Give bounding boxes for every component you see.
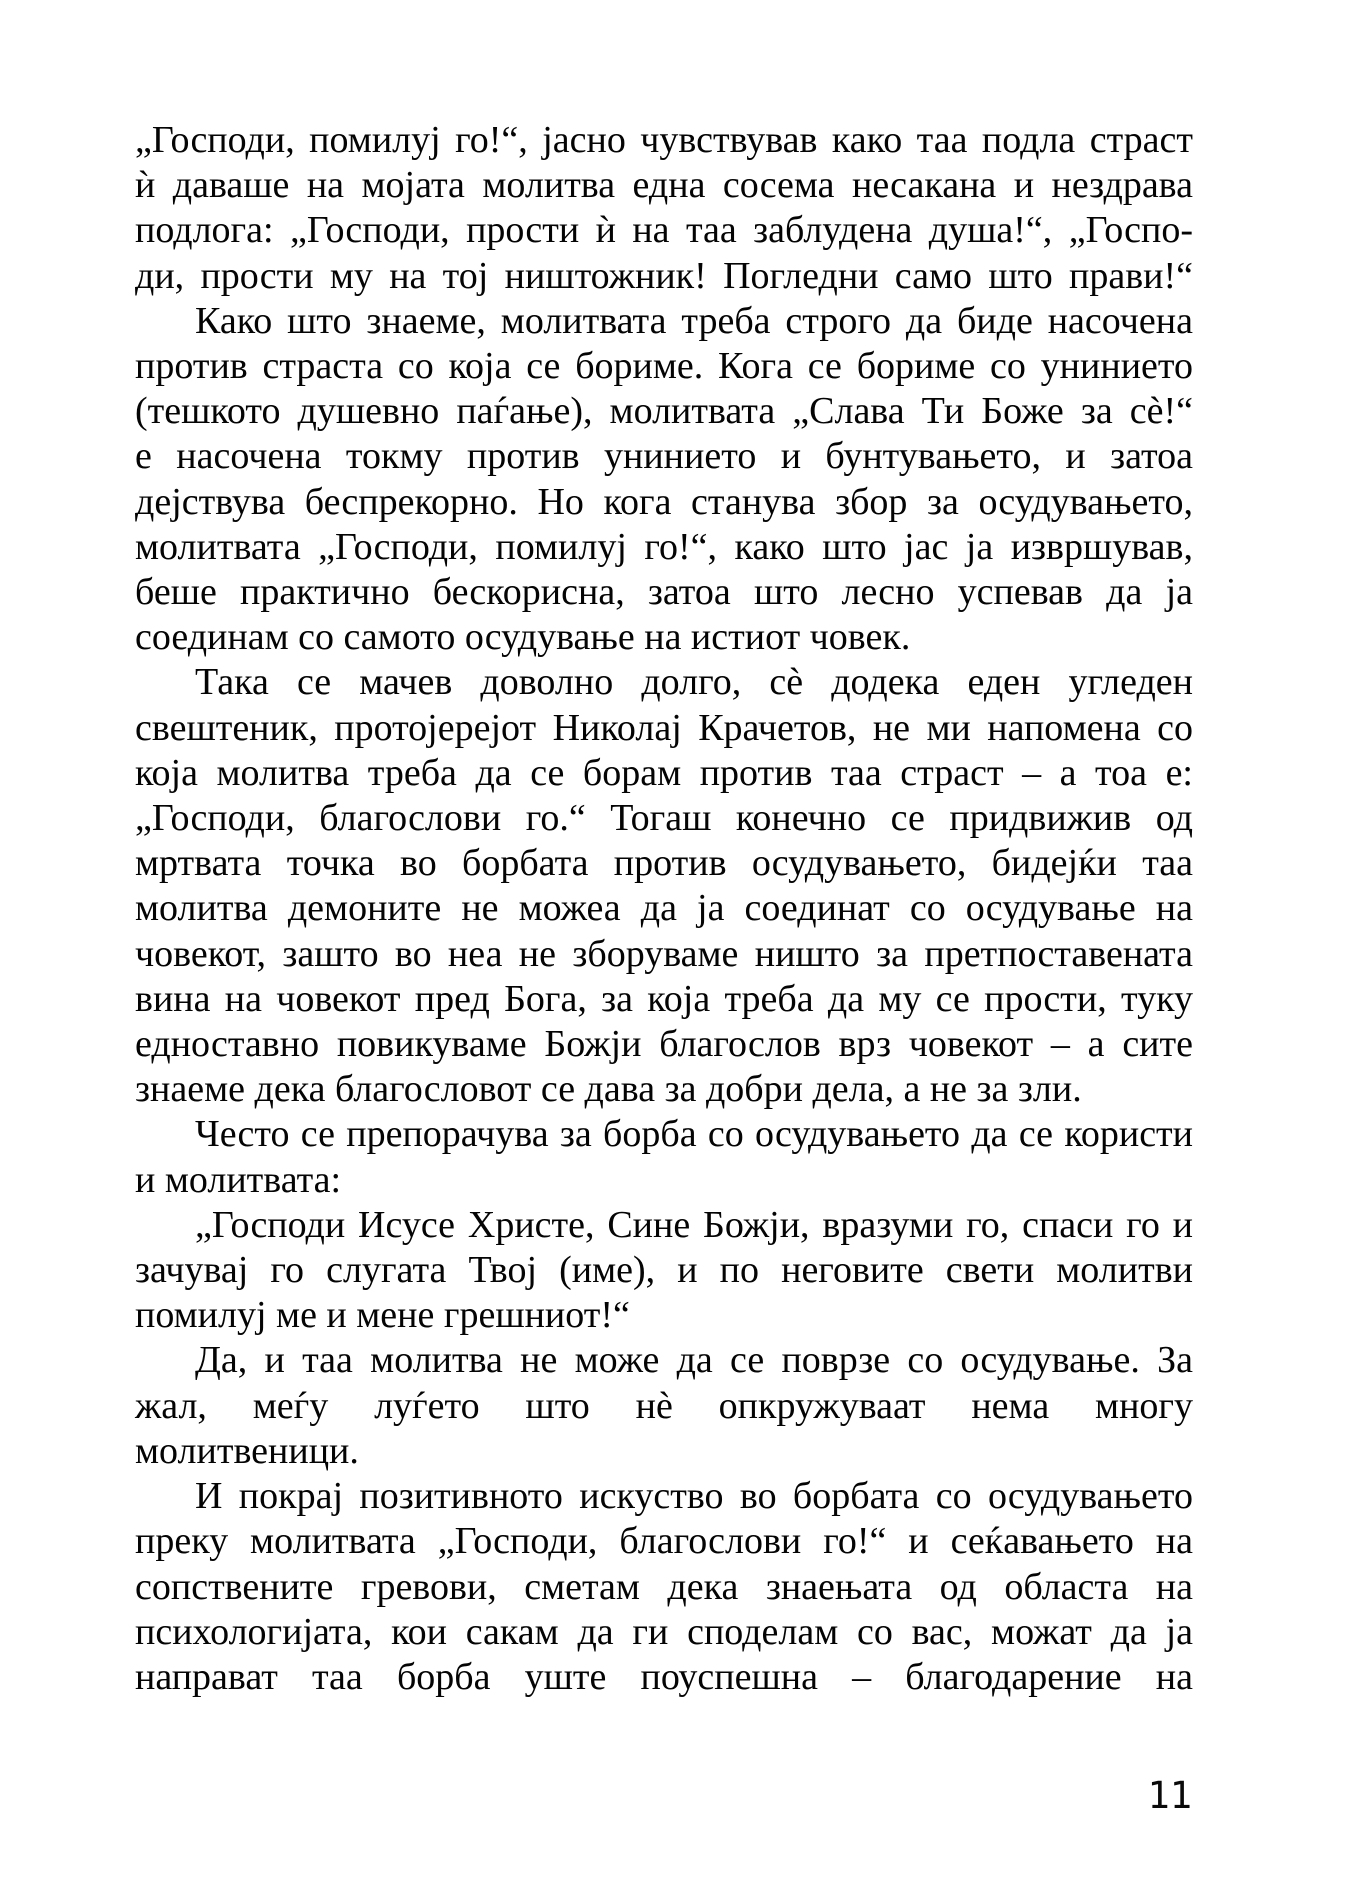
text-line: психологијата, кои сакам да ги споделам со вас, можат да ја	[135, 1610, 1193, 1653]
text-line: молитва демоните не можеа да ја соединат со осудување на	[135, 887, 1193, 930]
text-line: Често се препорачува за борба со осудувањето да се користи	[195, 1113, 1193, 1156]
text-line: е насочена токму против унинието и бунтувањето, и затоа	[135, 435, 1193, 478]
text-line: зачувај го слугата Твој (име), и по неговите свети молитви	[135, 1249, 1193, 1292]
text-line: молитвата „Господи, помилуј го!“, како што јас ја извршував,	[135, 525, 1193, 568]
text-line: свештеник, протојерејот Николај Крачетов, не ми напомена со	[135, 706, 1193, 749]
page-number: 11	[1147, 1774, 1192, 1817]
text-line: помилуј ме и мене грешниот!“	[135, 1294, 630, 1337]
text-line: беше практично бескорисна, затоа што лесно успевав да ја	[135, 571, 1193, 614]
text-line: мртвата точка во борбата против осудувањето, бидејќи таа	[135, 842, 1193, 885]
paragraph	[135, 1203, 1193, 1339]
text-line: соединам со самото осудување на истиот човек.	[135, 616, 911, 659]
text-line: сопствените гревови, сметам дека знаењата од областа на	[135, 1565, 1193, 1608]
text-line: која молитва треба да се борам против таа страст – а тоа е:	[135, 751, 1193, 794]
paragraph	[135, 660, 1193, 1112]
text-line: ди, прости му на тој ништожник! Погледни само што прави!“	[135, 254, 1193, 297]
text-line: Како што знаеме, молитвата треба строго да биде насочена	[195, 299, 1193, 342]
paragraph	[135, 1112, 1193, 1202]
text-line: (тешкото душевно паѓање), молитвата „Слава Ти Боже за сѐ!“	[135, 390, 1193, 433]
paragraph	[135, 299, 1193, 661]
text-line: жал, меѓу луѓето што нѐ опкружуваат нема многу	[135, 1384, 1193, 1427]
text-line: И покрај позитивното искуство во борбата со осудувањето	[195, 1475, 1193, 1518]
text-line: молитвеници.	[135, 1429, 359, 1472]
text-line: Да, и таа молитва не може да се поврзе со осудување. За	[195, 1339, 1193, 1382]
text-line: против страста со која се бориме. Кога се бориме со унинието	[135, 345, 1193, 388]
page-text	[135, 118, 1193, 1700]
text-line: „Господи, благослови го.“ Тогаш конечно се придвижив од	[135, 797, 1193, 840]
text-line: дејствува беспрекорно. Но кога станува збор за осудувањето,	[135, 480, 1193, 523]
text-line: направат таа борба уште поуспешна – благодарение на	[135, 1655, 1193, 1698]
paragraph	[135, 118, 1193, 299]
text-line: преку молитвата „Господи, благослови го!“ и сеќавањето на	[135, 1520, 1193, 1563]
text-line: знаеме дека благословот се дава за добри дела, а не за зли.	[135, 1068, 1082, 1111]
text-line: Така се мачев доволно долго, сѐ додека еден угледен	[195, 661, 1193, 704]
text-line: подлога: „Господи, прости ѝ на таа заблудена душа!“, „Госпо-	[135, 209, 1193, 252]
paragraph	[135, 1338, 1193, 1474]
text-line: „Господи, помилуј го!“, јасно чувствував како таа подла страст	[135, 119, 1193, 161]
text-line: вина на човекот пред Бога, за која треба да му се прости, туку	[135, 977, 1193, 1020]
paragraph	[135, 1474, 1193, 1700]
text-line: човекот, зашто во неа не зборуваме ништо за претпоставената	[135, 932, 1193, 975]
text-line: едноставно повикуваме Божји благослов врз човекот – а сите	[135, 1023, 1193, 1066]
text-line: „Господи Исусе Христе, Сине Божји, вразуми го, спаси го и	[195, 1203, 1193, 1246]
text-line: ѝ даваше на мојата молитва една сосема несакана и нездрава	[135, 164, 1193, 207]
text-line: и молитвата:	[135, 1158, 342, 1201]
